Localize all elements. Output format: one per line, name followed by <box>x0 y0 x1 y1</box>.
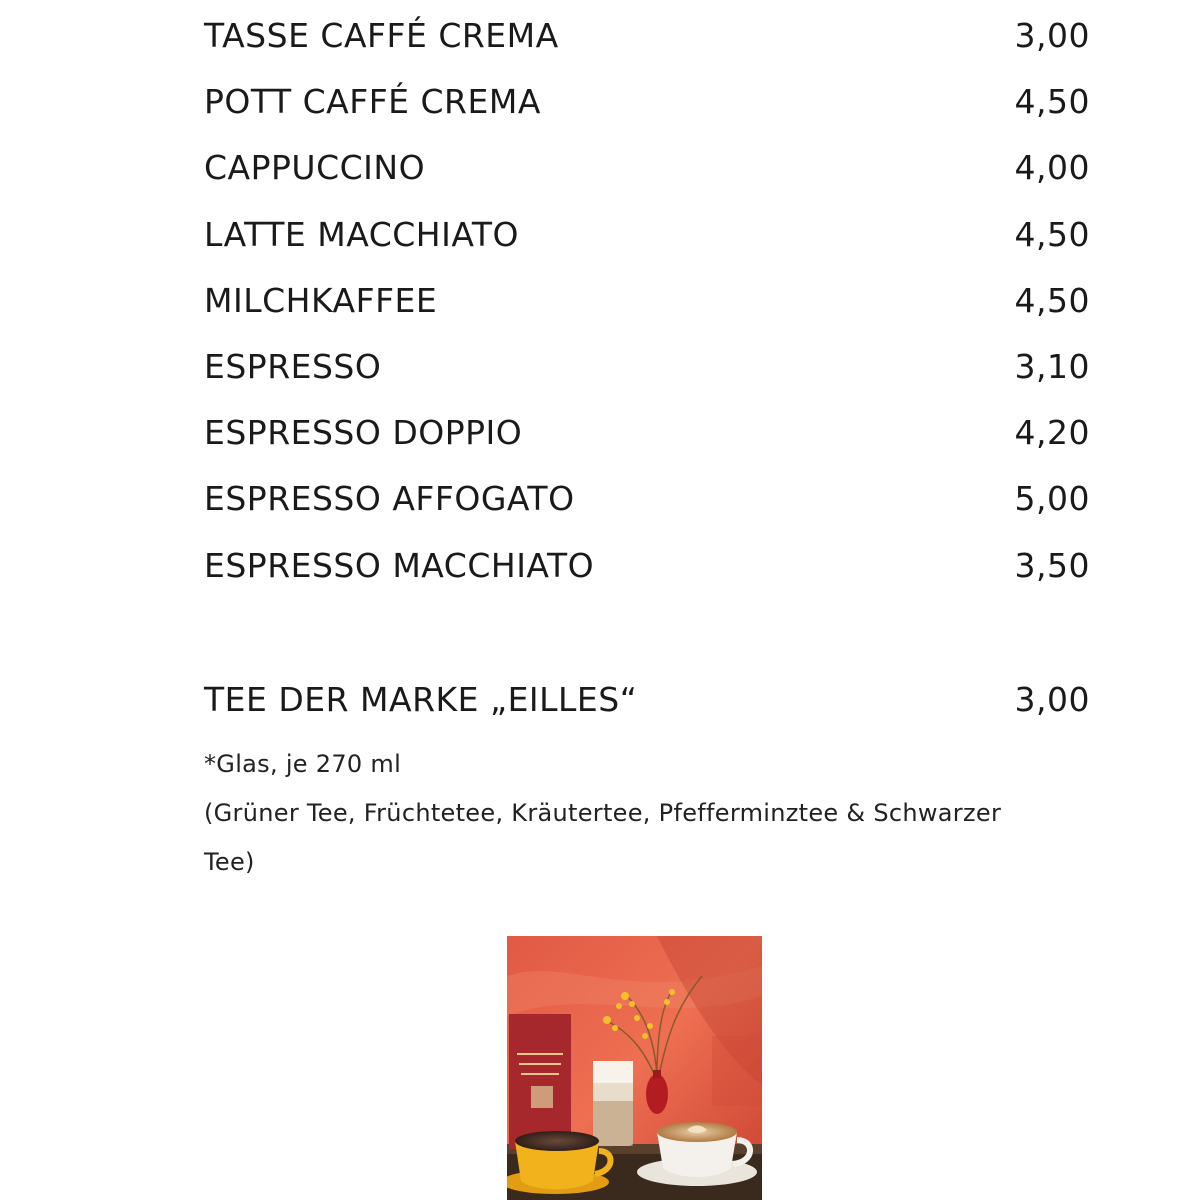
menu-item-price: 3,10 <box>1014 346 1090 386</box>
menu-item-price: 4,00 <box>1014 148 1090 188</box>
menu-item-name: ESPRESSO <box>204 346 382 386</box>
tea-glass-note: *Glas, je 270 ml <box>204 750 402 778</box>
coffee-menu-list <box>204 16 1090 612</box>
menu-item-name: ESPRESSO AFFOGATO <box>204 479 575 519</box>
menu-item-price: 4,50 <box>1014 82 1090 122</box>
menu-item-name: CAPPUCCINO <box>204 148 426 188</box>
menu-item-name: LATTE MACCHIATO <box>204 214 519 254</box>
menu-item <box>204 148 1090 214</box>
menu-item-name: TASSE CAFFÉ CREMA <box>204 16 559 55</box>
tea-item-price: 3,00 <box>1014 680 1090 719</box>
menu-item-name: MILCHKAFFEE <box>204 280 438 320</box>
menu-item-name: POTT CAFFÉ CREMA <box>204 82 541 122</box>
menu-item-price: 4,50 <box>1014 280 1090 320</box>
menu-item-name: ESPRESSO MACCHIATO <box>204 545 595 585</box>
menu-item-price: 4,50 <box>1014 214 1090 254</box>
menu-item-price: 3,00 <box>1014 16 1090 55</box>
tea-varieties-note: (Grüner Tee, Früchtetee, Kräutertee, Pfefferminztee & Schwarzer Tee) <box>204 799 1002 876</box>
menu-item <box>204 16 1090 82</box>
menu-item-price: 4,20 <box>1014 413 1090 453</box>
menu-item-name: ESPRESSO DOPPIO <box>204 413 523 453</box>
menu-item-price: 3,50 <box>1014 545 1090 585</box>
tea-item <box>204 680 1090 740</box>
tea-section <box>204 680 1090 887</box>
menu-item <box>204 479 1090 545</box>
menu-item <box>204 347 1090 413</box>
menu-item <box>204 413 1090 479</box>
menu-item <box>204 281 1090 347</box>
menu-card-emblem <box>531 1086 553 1108</box>
menu-card <box>509 1014 571 1149</box>
menu-item-price: 5,00 <box>1014 479 1090 519</box>
menu-item <box>204 546 1090 612</box>
cafe-table-photo <box>507 936 762 1200</box>
red-vase <box>646 1074 668 1114</box>
menu-item <box>204 215 1090 281</box>
tea-item-name: TEE DER MARKE „EILLES“ <box>204 680 638 719</box>
menu-item <box>204 82 1090 148</box>
